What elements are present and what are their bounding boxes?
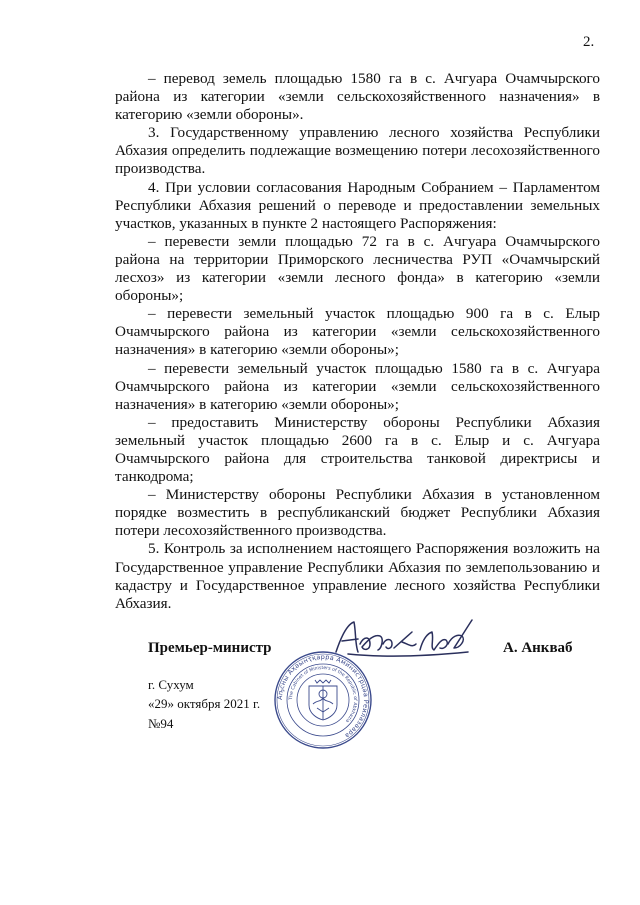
paragraph: 4. При условии согласования Народным Собранием – Парламентом Республики Абхазия решений о переводе и предоставлении земельных участков, указанных в пункте 2 настоящего Распоряжения: xyxy=(115,178,600,232)
paragraph: – перевести земельный участок площадью 900 га в с. Елыр Очамчырского района из категории «земли сельскохозяйственного назначения» в категорию «земли обороны»; xyxy=(115,305,600,359)
document-body xyxy=(115,70,600,613)
signatory-title: Премьер-министр xyxy=(148,640,272,656)
official-seal xyxy=(273,650,373,750)
paragraph: – предоставить Министерству обороны Республики Абхазия земельный участок площадью 2600 га в с. Елыр и с. Ачгуара Очамчырского района для строительства танковой директрисы и танкодрома; xyxy=(115,413,600,486)
paragraph: 5. Контроль за исполнением настоящего Распоряжения возложить на Государственное управление Республики Абхазия по землепользованию и кадастру и Государственное управление лесного хозяйства Республики Абхазия. xyxy=(115,540,600,612)
issue-city: г. Сухум xyxy=(148,677,194,692)
document-number: №94 xyxy=(148,716,174,731)
paragraph: 3. Государственному управлению лесного хозяйства Республики Абхазия определить подлежащие возмещению потери лесохозяйственного производства. xyxy=(115,124,600,178)
coat-of-arms-icon xyxy=(309,680,337,720)
paragraph: – перевести земли площадью 72 га в с. Ачгуара Очамчырского района на территории Приморского лесничества РУП «Очамчырский лесхоз» из категории «земли лесного фонда» в категорию «земли обороны»; xyxy=(115,232,600,305)
page-number: 2. xyxy=(583,34,595,50)
paragraph: – Министерству обороны Республики Абхазия в установленном порядке возместить в республиканский бюджет Республики Абхазия потери лесохозяйственного производства. xyxy=(115,486,600,540)
signatory-name: А. Анкваб xyxy=(503,640,573,656)
paragraph: – перевод земель площадью 1580 га в с. Ачгуара Очамчырского района из категории «земли сельскохозяйственного назначения» в категорию «земли обороны». xyxy=(115,70,600,124)
svg-text:The Cabinet of Ministers of th: The Cabinet of Ministers of the Republic of Abkhazia xyxy=(288,665,358,724)
svg-text:Аҧсны Аҳәынҭқарра Аминистрцәа: Аҧсны Аҳәынҭқарра Аминистрцәа Реилазаара xyxy=(275,652,371,741)
issue-date: «29» октября 2021 г. xyxy=(148,696,261,711)
paragraph: – перевести земельный участок площадью 1580 га в с. Ачгуара Очамчырского района из категории «земли сельскохозяйственного назначения» в категорию «земли обороны»; xyxy=(115,359,600,413)
